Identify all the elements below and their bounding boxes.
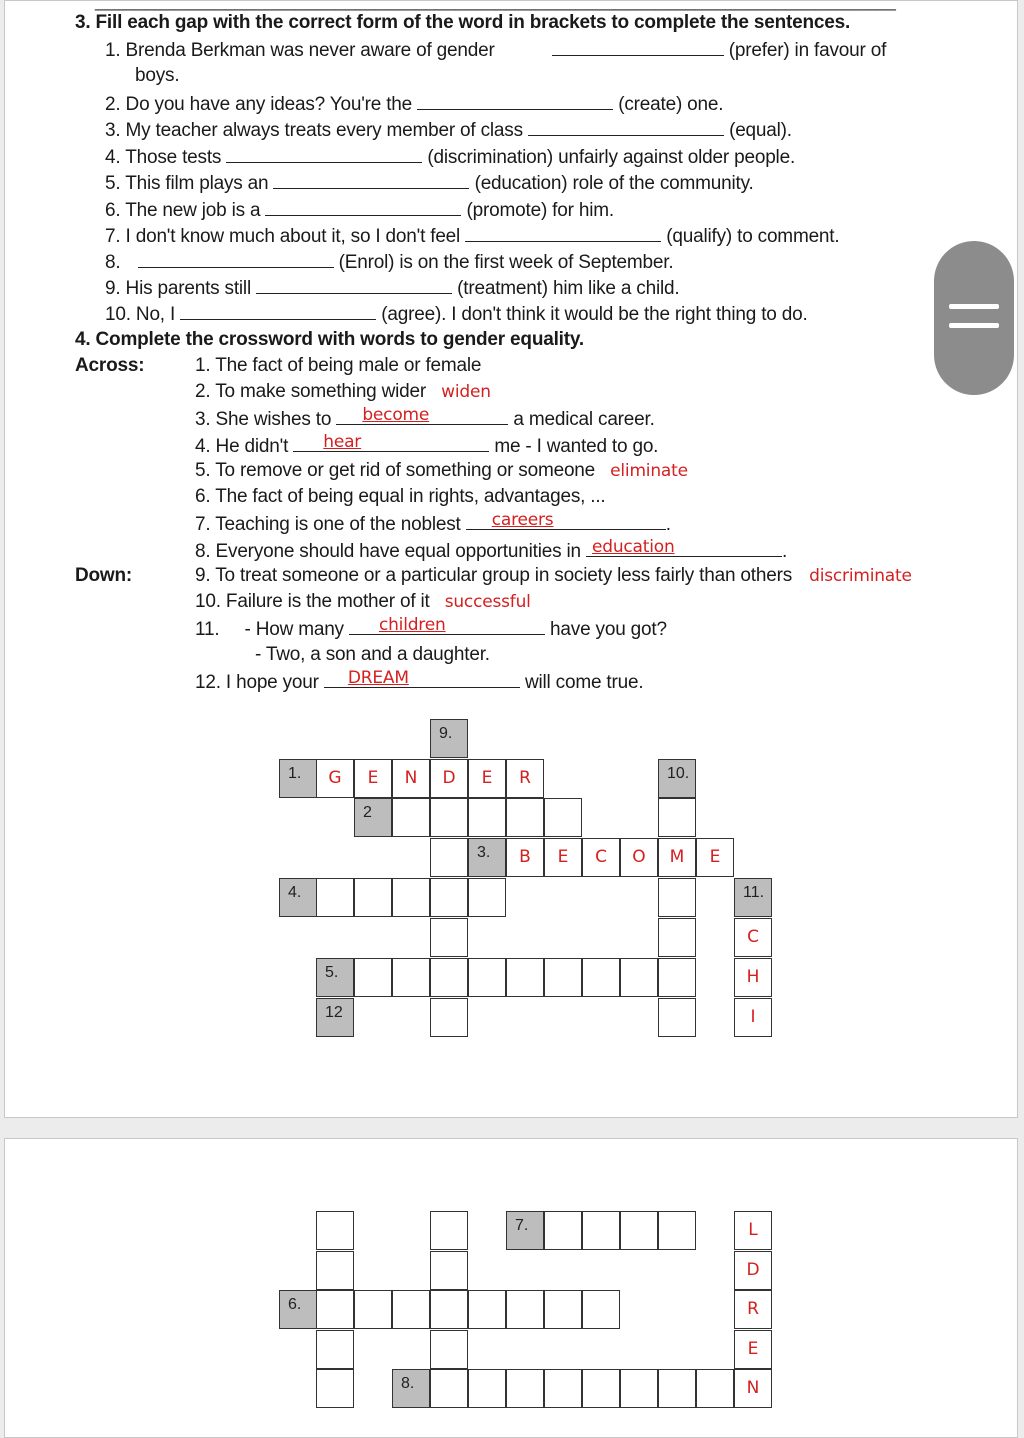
ex3-item-10: 10. No, I (agree). I don't think it would be the right thing to do.: [105, 301, 808, 327]
crossword-number-cell[interactable]: [658, 759, 696, 798]
crossword-cell[interactable]: [544, 958, 582, 997]
crossword-cell[interactable]: [392, 1290, 430, 1329]
crossword-clue-number: 3.: [477, 844, 491, 861]
clue-6: 6. The fact of being equal in rights, advantages, ...: [195, 486, 606, 507]
crossword-clue-number: 6.: [288, 1296, 302, 1313]
crossword-cell[interactable]: [468, 1369, 506, 1408]
crossword-cell[interactable]: [392, 958, 430, 997]
crossword-letter: C: [747, 927, 759, 947]
clue-4-gap[interactable]: [293, 433, 489, 452]
crossword-cell[interactable]: [468, 798, 506, 837]
clue-10-answer: successful: [444, 592, 531, 612]
ex3-item-5: 5. This film plays an (education) role of the community.: [105, 170, 754, 196]
crossword-cell[interactable]: [658, 798, 696, 837]
crossword-cell[interactable]: [506, 1290, 544, 1329]
crossword-cell[interactable]: [544, 798, 582, 837]
clue-7-gap[interactable]: [466, 511, 666, 530]
crossword-number-cell[interactable]: [279, 878, 317, 917]
gap-3[interactable]: [528, 117, 724, 136]
crossword-cell[interactable]: [316, 1369, 354, 1408]
crossword-cell[interactable]: [468, 759, 506, 798]
crossword-cell[interactable]: [734, 958, 772, 997]
handle-bar-bottom: [949, 323, 999, 328]
crossword-clue-number: 9.: [439, 725, 453, 742]
clue-11: 11. - How many children have you got?: [195, 615, 667, 640]
crossword-cell[interactable]: [506, 759, 544, 798]
crossword-cell[interactable]: [354, 759, 392, 798]
gap-9[interactable]: [256, 275, 452, 294]
exercise-4-title: 4. Complete the crossword with words to gender equality.: [75, 329, 584, 350]
crossword-cell[interactable]: [506, 1369, 544, 1408]
crossword-number-cell[interactable]: [279, 1290, 317, 1329]
crossword-cell[interactable]: [392, 878, 430, 917]
crossword-cell[interactable]: [620, 838, 658, 877]
crossword-letter: D: [442, 768, 456, 788]
crossword-letter: C: [595, 847, 607, 867]
crossword-cell[interactable]: [316, 1211, 354, 1250]
crossword-cell[interactable]: [582, 1290, 620, 1329]
crossword-cell[interactable]: [734, 998, 772, 1037]
crossword-letter: G: [328, 768, 342, 788]
clue-9-answer: discriminate: [809, 566, 912, 586]
crossword-clue-number: 1.: [288, 765, 302, 782]
crossword-cell[interactable]: [430, 1330, 468, 1369]
crossword-cell[interactable]: [468, 1290, 506, 1329]
crossword-cell[interactable]: [696, 1369, 734, 1408]
clue-4: 4. He didn't hear me - I wanted to go.: [195, 432, 659, 457]
clue-3: 3. She wishes to become a medical career.: [195, 405, 655, 430]
crossword-cell[interactable]: [696, 838, 734, 877]
ex3-item-9: 9. His parents still (treatment) him like a child.: [105, 275, 679, 301]
gap-4[interactable]: [226, 144, 422, 163]
crossword-cell[interactable]: [582, 1369, 620, 1408]
clue-7: 7. Teaching is one of the noblest careers .: [195, 510, 671, 535]
page-scroll-handle[interactable]: [934, 241, 1014, 395]
gap-1[interactable]: [552, 37, 724, 56]
crossword-cell[interactable]: [430, 1369, 468, 1408]
crossword-cell[interactable]: [544, 1290, 582, 1329]
clue-3-gap[interactable]: [336, 406, 508, 425]
crossword-cell[interactable]: [658, 918, 696, 957]
ex3-item-4: 4. Those tests (discrimination) unfairly against older people.: [105, 144, 795, 170]
crossword-clue-number: 12: [325, 1004, 343, 1021]
crossword-cell[interactable]: [316, 1251, 354, 1290]
clue-7-answer: careers: [491, 510, 554, 530]
ex3-item-2: 2. Do you have any ideas? You're the (create) one.: [105, 91, 723, 117]
crossword-cell[interactable]: [506, 838, 544, 877]
crossword-clue-number: 8.: [401, 1375, 415, 1392]
worksheet-page-2: [4, 1138, 1018, 1438]
worksheet-page-1: [4, 0, 1018, 1118]
crossword-cell[interactable]: [430, 759, 468, 798]
clue-9: 9. To treat someone or a particular group in society less fairly than others discriminate: [195, 565, 912, 586]
crossword-clue-number: 4.: [288, 884, 302, 901]
crossword-cell[interactable]: [316, 878, 354, 917]
crossword-cell[interactable]: [430, 998, 468, 1037]
crossword-cell[interactable]: [430, 838, 468, 877]
crossword-number-cell[interactable]: [316, 958, 354, 997]
gap-2[interactable]: [417, 91, 613, 110]
crossword-letter: M: [669, 847, 685, 867]
crossword-number-cell[interactable]: [468, 838, 506, 877]
clue-3-answer: become: [362, 405, 430, 425]
crossword-clue-number: 7.: [515, 1217, 529, 1234]
ex3-item-3: 3. My teacher always treats every member of class (equal).: [105, 117, 792, 143]
crossword-cell[interactable]: [468, 878, 506, 917]
ex3-item-1: 1. Brenda Berkman was never aware of gender (prefer) in favour of: [105, 37, 886, 63]
crossword-number-cell[interactable]: [316, 998, 354, 1037]
crossword-cell[interactable]: [582, 1211, 620, 1250]
crossword-number-cell[interactable]: [279, 759, 317, 798]
crossword-letter: R: [747, 1299, 759, 1319]
crossword-number-cell[interactable]: [506, 1211, 544, 1250]
crossword-number-cell[interactable]: [430, 719, 468, 758]
crossword-cell[interactable]: [430, 878, 468, 917]
clue-5: 5. To remove or get rid of something or someone eliminate: [195, 460, 688, 481]
crossword-cell[interactable]: [734, 918, 772, 957]
gap-10[interactable]: [180, 301, 376, 320]
crossword-clue-number: 11.: [743, 884, 765, 901]
crossword-cell[interactable]: [658, 878, 696, 917]
crossword-cell[interactable]: [582, 958, 620, 997]
crossword-cell[interactable]: [392, 759, 430, 798]
crossword-cell[interactable]: [620, 1211, 658, 1250]
clue-1: 1. The fact of being male or female: [195, 355, 482, 376]
crossword-letter: E: [747, 1339, 759, 1359]
crossword-letter: E: [367, 768, 379, 788]
crossword-cell[interactable]: [430, 918, 468, 957]
down-label: Down:: [75, 565, 133, 586]
crossword-cell[interactable]: [430, 958, 468, 997]
across-label: Across:: [75, 355, 145, 376]
gap-6[interactable]: [265, 197, 461, 216]
crossword-letter: E: [481, 768, 493, 788]
crossword-cell[interactable]: [544, 838, 582, 877]
crossword-cell[interactable]: [620, 1369, 658, 1408]
clue-12-gap[interactable]: [324, 669, 520, 688]
clue-8-answer: education: [591, 537, 675, 557]
exercise-3-title: 3. Fill each gap with the correct form of the word in brackets to complete the sentences.: [75, 12, 851, 33]
crossword-cell[interactable]: [658, 1211, 696, 1250]
crossword-cell[interactable]: [658, 1369, 696, 1408]
crossword-letter: I: [750, 1007, 756, 1027]
clue-11-cont: - Two, a son and a daughter.: [255, 644, 490, 665]
crossword-cell[interactable]: [316, 1330, 354, 1369]
crossword-clue-number: 2: [363, 804, 372, 821]
clue-10: 10. Failure is the mother of it successful: [195, 591, 531, 612]
crossword-cell[interactable]: [658, 838, 696, 877]
crossword-cell[interactable]: [582, 838, 620, 877]
crossword-cell[interactable]: [734, 1290, 772, 1329]
clue-5-answer: eliminate: [610, 461, 688, 481]
crossword-cell[interactable]: [506, 958, 544, 997]
crossword-cell[interactable]: [544, 1211, 582, 1250]
crossword-cell[interactable]: [354, 878, 392, 917]
clue-2: 2. To make something wider widen: [195, 381, 491, 402]
crossword-cell[interactable]: [658, 958, 696, 997]
crossword-cell[interactable]: [430, 798, 468, 837]
crossword-cell[interactable]: [734, 1330, 772, 1369]
clue-12-answer: DREAM: [347, 668, 409, 688]
gap-7[interactable]: [465, 223, 661, 242]
crossword-number-cell[interactable]: [392, 1369, 430, 1408]
crossword-cell[interactable]: [734, 1251, 772, 1290]
clue-8-gap[interactable]: [586, 538, 782, 557]
clue-4-answer: hear: [323, 432, 362, 452]
clue-11-answer: children: [378, 615, 446, 635]
crossword-letter: O: [632, 847, 646, 867]
crossword-cell[interactable]: [316, 1290, 354, 1329]
ex3-item-8: 8. (Enrol) is on the first week of September.: [105, 249, 673, 275]
crossword-cell[interactable]: [316, 759, 354, 798]
crossword-letter: B: [519, 847, 531, 867]
crossword-clue-number: 5.: [325, 964, 339, 981]
crossword-cell[interactable]: [392, 798, 430, 837]
clue-2-answer: widen: [441, 382, 491, 402]
ex3-item-6: 6. The new job is a (promote) for him.: [105, 197, 614, 223]
crossword-cell[interactable]: [430, 1290, 468, 1329]
handle-bar-top: [949, 304, 999, 309]
crossword-cell[interactable]: [658, 998, 696, 1037]
crossword-letter: R: [519, 768, 531, 788]
crossword-letter: E: [557, 847, 569, 867]
gap-8[interactable]: [138, 249, 334, 268]
crossword-clue-number: 10.: [667, 765, 690, 782]
crossword-cell[interactable]: [544, 1369, 582, 1408]
clue-11-gap[interactable]: [349, 616, 545, 635]
crossword-letter: N: [404, 768, 418, 788]
crossword-letter: L: [748, 1220, 758, 1240]
crossword-cell[interactable]: [468, 958, 506, 997]
crossword-cell[interactable]: [354, 1290, 392, 1329]
cut-off-top-line: ________________________________________________________________________________: [95, 0, 896, 11]
gap-5[interactable]: [273, 170, 469, 189]
crossword-cell[interactable]: [430, 1211, 468, 1250]
ex3-item-1-cont: boys.: [135, 65, 180, 86]
crossword-cell[interactable]: [734, 1369, 772, 1408]
crossword-cell[interactable]: [620, 958, 658, 997]
crossword-letter: H: [746, 967, 760, 987]
crossword-letter: N: [746, 1378, 760, 1398]
clue-8: 8. Everyone should have equal opportunities in education .: [195, 537, 788, 562]
crossword-letter: E: [709, 847, 721, 867]
crossword-cell[interactable]: [734, 1211, 772, 1250]
crossword-cell[interactable]: [354, 958, 392, 997]
crossword-cell[interactable]: [430, 1251, 468, 1290]
crossword-number-cell[interactable]: [354, 798, 392, 837]
crossword-cell[interactable]: [506, 798, 544, 837]
crossword-number-cell[interactable]: [734, 878, 772, 917]
clue-12: 12. I hope your DREAM will come true.: [195, 668, 644, 693]
crossword-letter: D: [746, 1260, 760, 1280]
ex3-item-7: 7. I don't know much about it, so I don't feel (qualify) to comment.: [105, 223, 839, 249]
